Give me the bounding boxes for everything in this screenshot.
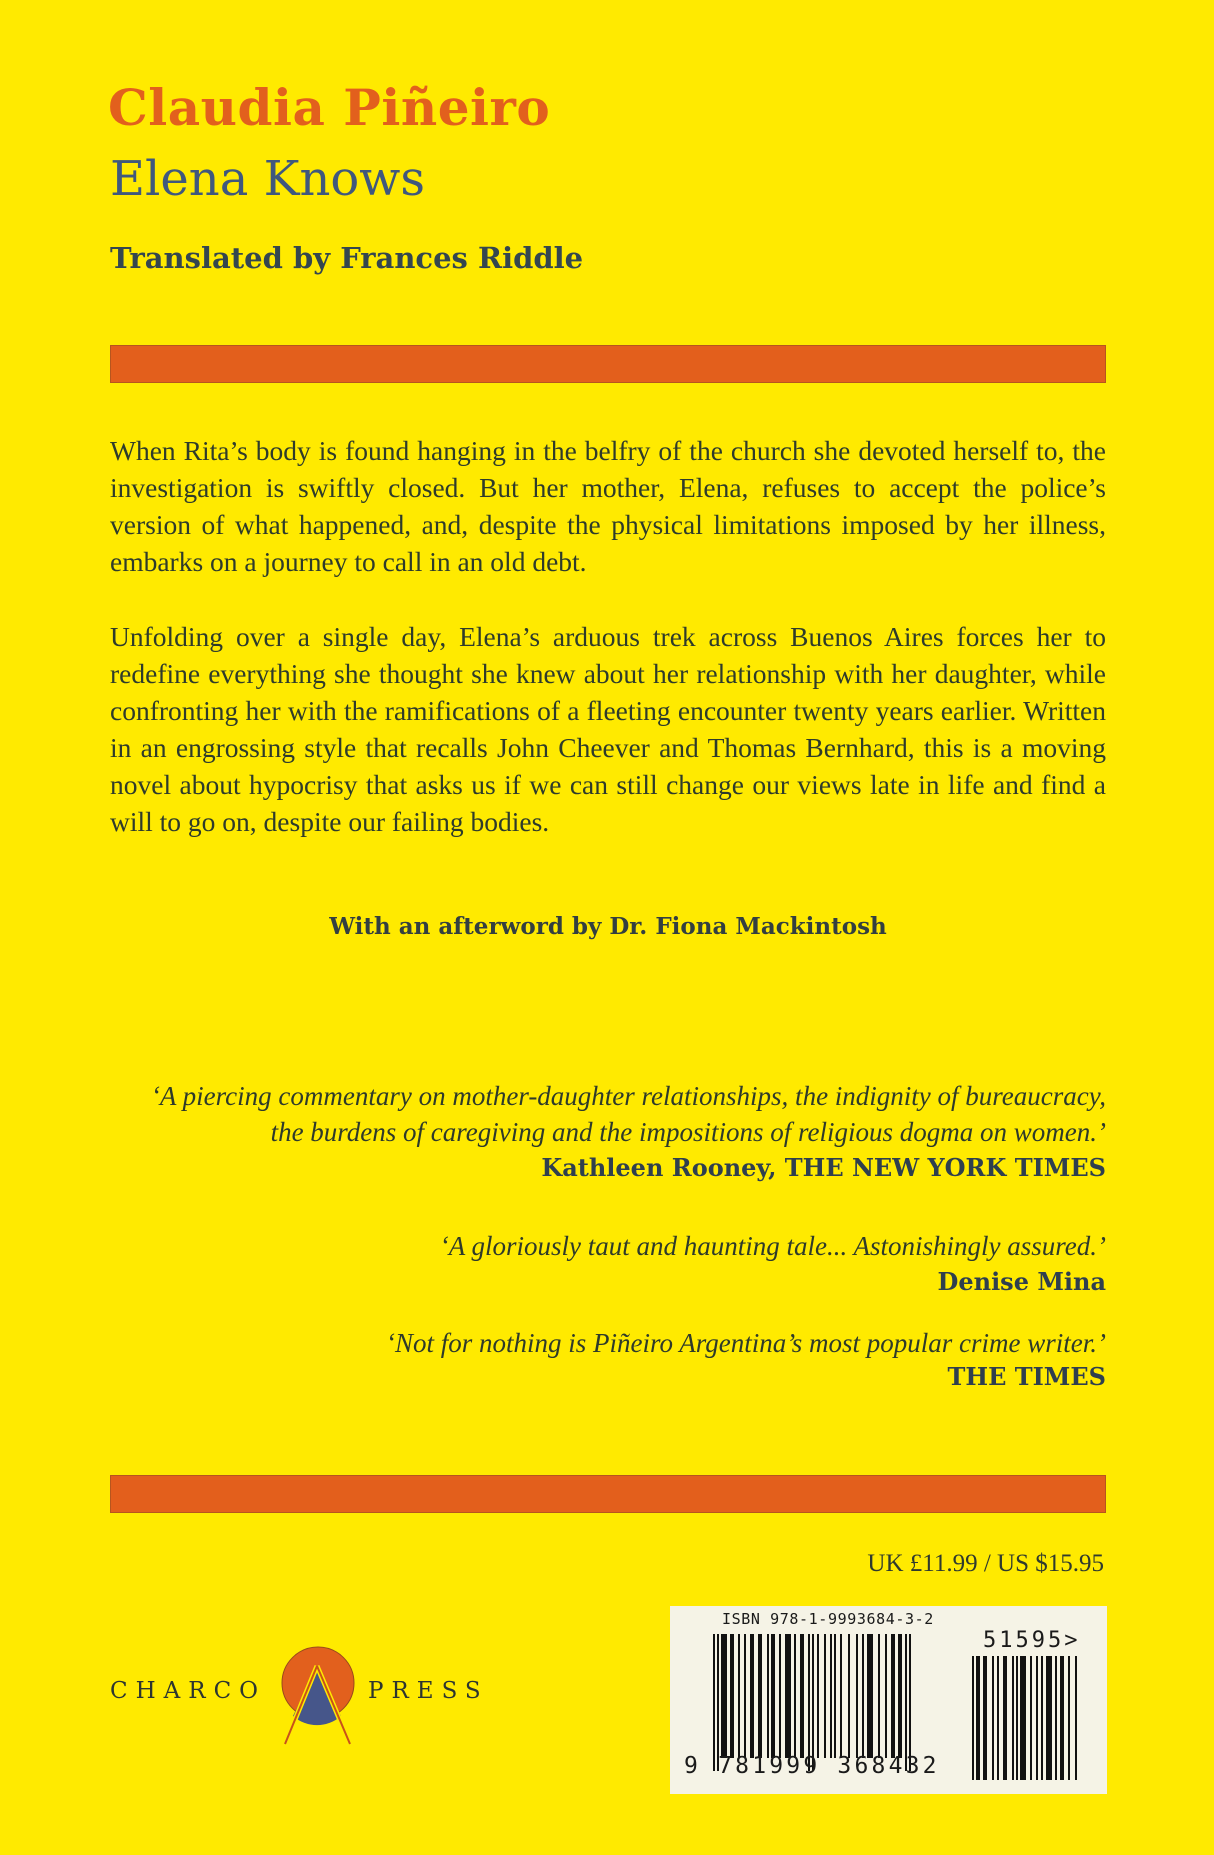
blurb-text: Unfolding over a single day, Elena’s arduous trek across Buenos Aires forces her to redefine everything she thought she knew about her relationship with her daughter, while confronting her with the ramifications of a fleeting encounter twenty years earlier. Written in an engrossing style that recalls John Cheever and Thomas Bernhard, this is a moving novel about hypocrisy that asks us if we can still change our views late in life and find a will to go on, despite our failing bodies. [110,621,1106,837]
price-label: UK £11.99 / US $15.95 [867,1550,1104,1577]
isbn-label: ISBN 978-1-9993684-3-2 [722,1610,934,1628]
review-quote-3 [386,1325,1106,1361]
blurb-text: When Rita’s body is found hanging in the belfry of the church she devoted herself to, the investigation is swiftly closed. But her mother, Elena, refuses to accept the police’s version of what happened, and, despite the physical limitations imposed by her illness, embarks on a journey to call in an old debt. [110,435,1106,577]
book-title: Elena Knows [110,151,425,207]
translator-credit: Translated by Frances Riddle [110,241,584,275]
barcode-ean-digits: 9 781999 368432 [684,1753,940,1779]
blurb-paragraph-2 [110,618,1106,840]
blurb-paragraph-1 [110,432,1106,580]
author-name: Claudia Piñeiro [108,78,551,137]
quote-attribution-2: Denise Mina [937,1267,1106,1296]
quote-attribution-1: Kathleen Rooney, THE NEW YORK TIMES [541,1153,1106,1182]
barcode-addon-digits: 51595> [983,1628,1081,1653]
charco-press-logo-icon [276,1640,360,1750]
review-quote-1 [106,1078,1106,1150]
quote-line: ‘A gloriously taut and haunting tale... Astonishingly assured.’ [439,1231,1106,1261]
quote-attribution-3: THE TIMES [947,1362,1106,1391]
isbn-barcode [670,1606,1107,1794]
publisher-name-right: PRESS [368,1678,489,1704]
review-quote-2 [440,1228,1106,1264]
top-divider-bar [110,345,1106,383]
quote-line: ‘A piercing commentary on mother-daughter relationships, the indignity of bureaucracy, [150,1081,1106,1111]
bottom-divider-bar [110,1475,1106,1513]
publisher-name-left: CHARCO [110,1678,267,1704]
quote-line: ‘Not for nothing is Piñeiro Argentina’s most popular crime writer.’ [385,1328,1106,1358]
publisher-logo [110,1640,510,1750]
afterword-credit: With an afterword by Dr. Fiona Mackintosh [329,913,887,940]
quote-line: the burdens of caregiving and the impositions of religious dogma on women.’ [270,1117,1106,1147]
